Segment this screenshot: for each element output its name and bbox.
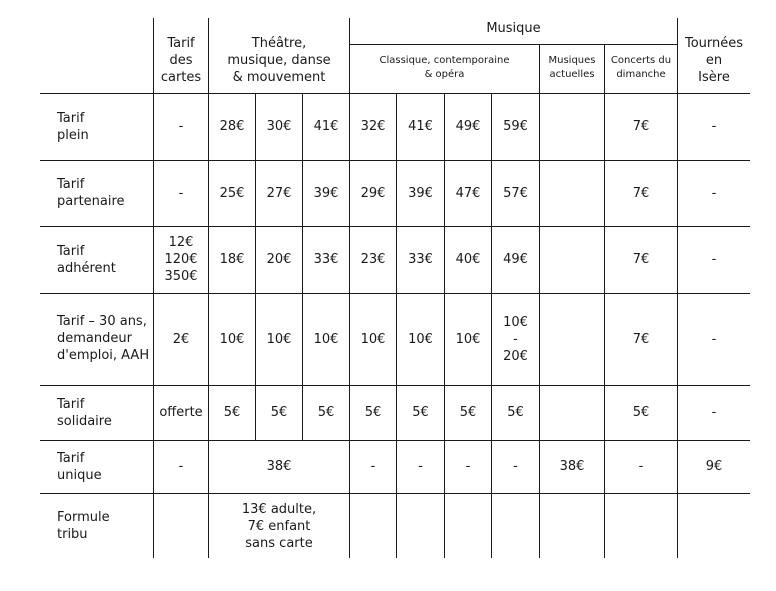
cell: offerte <box>159 405 203 420</box>
cell: 9€ <box>705 459 723 474</box>
row-label-tarif-unique: Tarif unique <box>57 451 102 483</box>
cell: 5€ <box>459 405 477 420</box>
row-label-tarif-plein: Tarif plein <box>57 111 89 143</box>
cell: 41€ <box>313 119 339 134</box>
cell: 32€ <box>360 119 386 134</box>
cell: 5€ <box>223 405 241 420</box>
row-label-tarif-partenaire: Tarif partenaire <box>57 177 125 209</box>
cell: 20€ <box>266 252 292 267</box>
cell: 29€ <box>360 186 386 201</box>
header-theatre-musique-danse: Théâtre, musique, danse & mouvement <box>227 36 331 85</box>
row-label-formule-tribu: Formule tribu <box>57 510 110 542</box>
cell: 39€ <box>313 186 339 201</box>
cell: - <box>370 459 376 474</box>
cell: 38€ <box>266 459 292 474</box>
cell: - <box>711 252 717 267</box>
cell: - <box>418 459 423 474</box>
cell: 10€ <box>313 332 339 347</box>
row-label-tarif-adherent: Tarif adhérent <box>57 244 116 276</box>
cell: - <box>465 459 471 474</box>
cell: 18€ <box>219 252 245 267</box>
cell: 57€ <box>503 186 528 201</box>
cell: 13€ adulte, 7€ enfant sans carte <box>241 502 317 551</box>
row-label-tarif-solidaire: Tarif solidaire <box>57 397 112 429</box>
header-musique: Musique <box>486 21 541 36</box>
cell: 10€ <box>219 332 245 347</box>
cell: 5€ <box>270 405 288 420</box>
cell: 23€ <box>360 252 386 267</box>
cell: 5€ <box>507 405 524 420</box>
cell: 47€ <box>455 186 481 201</box>
cell: 28€ <box>219 119 245 134</box>
cell: 10€ <box>455 332 481 347</box>
cell: 10€ <box>408 332 433 347</box>
cell: 33€ <box>313 252 339 267</box>
cell: - <box>711 119 717 134</box>
cell: 33€ <box>408 252 433 267</box>
cell: 10€ <box>360 332 386 347</box>
cell: - <box>513 459 518 474</box>
cell: - <box>638 459 644 474</box>
cell: - <box>178 459 184 474</box>
cell: 5€ <box>364 405 382 420</box>
cell: 27€ <box>266 186 292 201</box>
cell: 30€ <box>266 119 292 134</box>
header-classique-contemporaine-opera: Classique, contemporaine & opéra <box>379 55 510 80</box>
cell: 59€ <box>503 119 528 134</box>
cell: 38€ <box>559 459 585 474</box>
cell: 7€ <box>632 186 650 201</box>
cell: 5€ <box>412 405 429 420</box>
cell: 40€ <box>455 252 481 267</box>
row-label-tarif-moins-30-ans: Tarif – 30 ans, demandeur d'emploi, AAH <box>57 314 150 363</box>
header-concerts-du-dimanche: Concerts du dimanche <box>610 55 672 80</box>
cell: 7€ <box>632 332 650 347</box>
cell: 7€ <box>632 119 650 134</box>
cell: 49€ <box>503 252 528 267</box>
cell: - <box>711 405 717 420</box>
cell: 2€ <box>172 332 190 347</box>
cell: - <box>711 332 717 347</box>
cell: 10€ - 20€ <box>503 315 528 364</box>
cell: 7€ <box>632 252 650 267</box>
cell: 5€ <box>632 405 650 420</box>
cell: 12€ 120€ 350€ <box>164 235 198 284</box>
cell: 41€ <box>408 119 433 134</box>
header-tarif-des-cartes: Tarif des cartes <box>160 36 202 85</box>
cell: - <box>711 186 717 201</box>
cell: 5€ <box>317 405 335 420</box>
header-tournees-en-isere: Tournées en Isère <box>684 36 744 85</box>
cell: 49€ <box>455 119 481 134</box>
header-musiques-actuelles: Musiques actuelles <box>548 55 596 80</box>
cell: 10€ <box>266 332 292 347</box>
cell: 39€ <box>408 186 433 201</box>
cell: - <box>178 119 184 134</box>
cell: 25€ <box>219 186 245 201</box>
cell: - <box>178 186 184 201</box>
